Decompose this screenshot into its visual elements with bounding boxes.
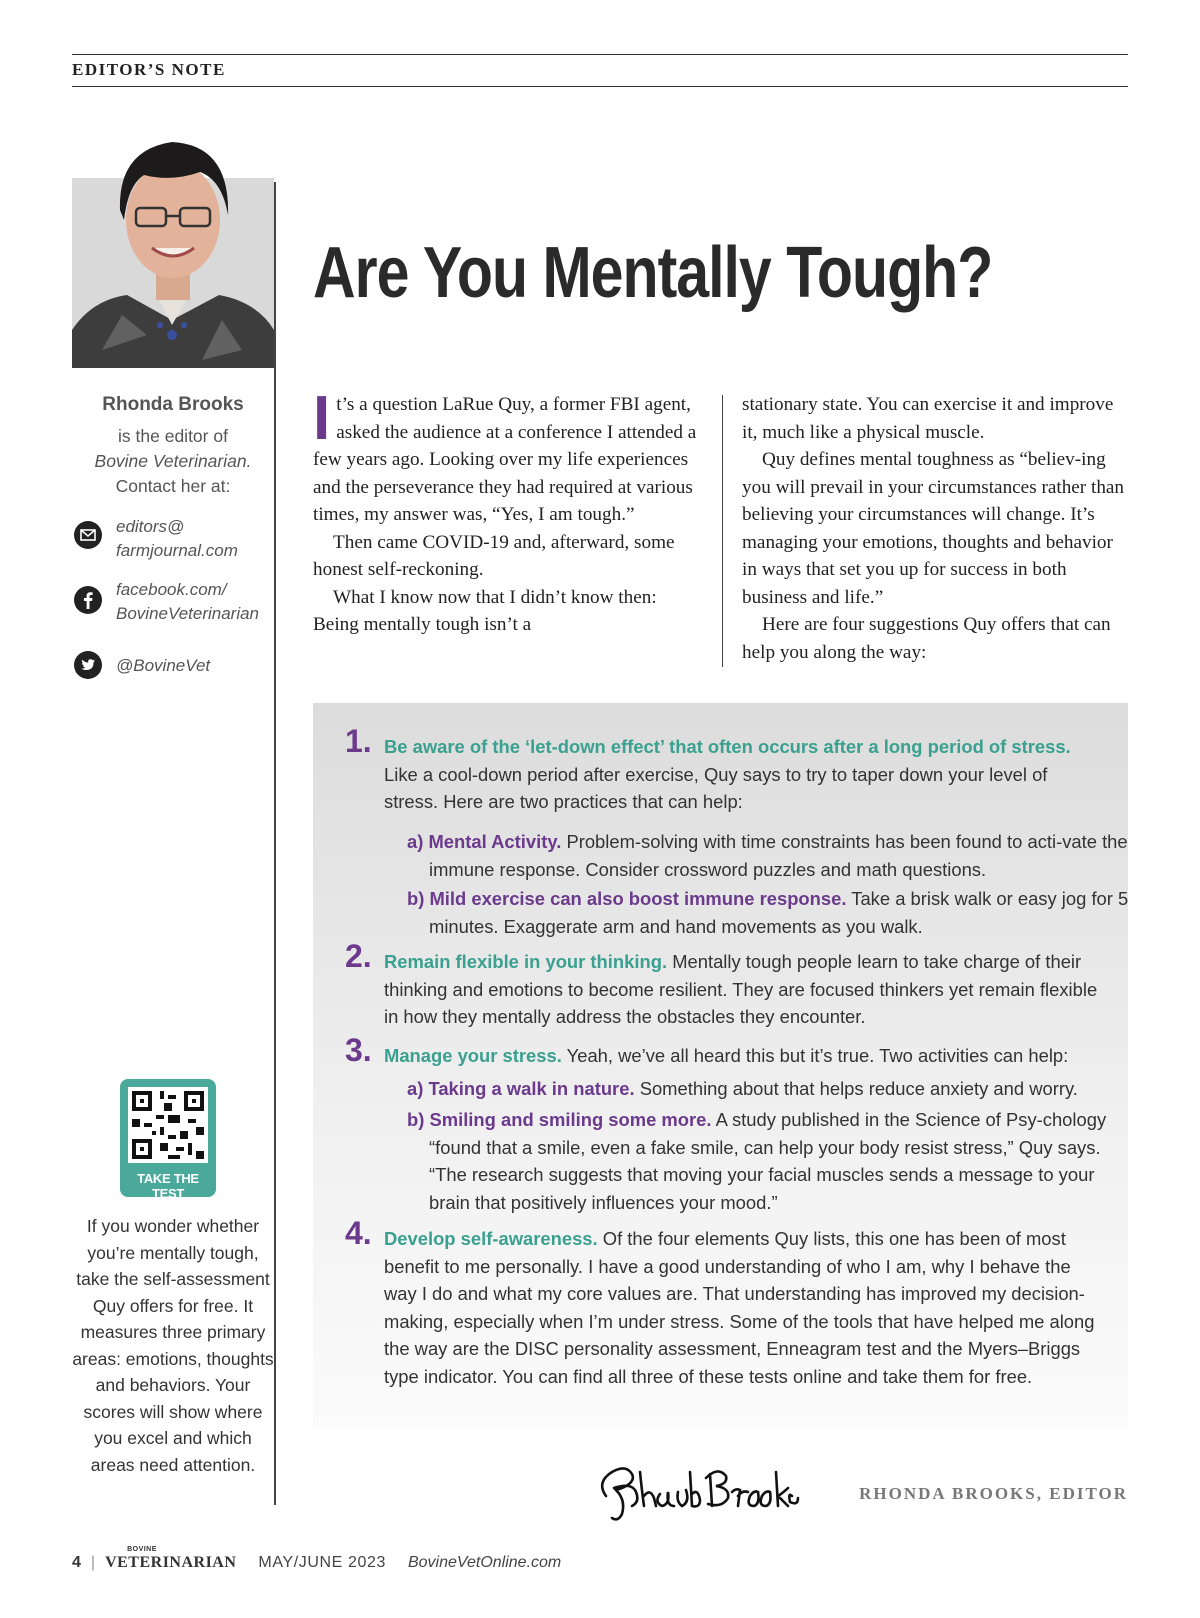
tip-subitem	[407, 1075, 1129, 1103]
subitem-label: a) Mental Activity.	[407, 831, 562, 852]
tips-box	[313, 703, 1128, 1428]
logo-wordmark: VETERINARIAN	[105, 1554, 237, 1571]
qr-caption: If you wonder whether you’re mentally tough, take the self-assessment Quy offers for free. It measures three primary areas: emotions, thoughts and behaviors. Your scores will show where you excel and which areas need attention.	[72, 1216, 274, 1475]
footer-separator: |	[90, 1554, 96, 1571]
tip-heading: Remain flexible in your thinking.	[384, 951, 668, 972]
subitem-text: Problem-solving with time constraints has been found to acti-vate the immune response. Consider crossword puzzles and math questions.	[429, 831, 1128, 880]
tip-subitem	[407, 885, 1129, 940]
article-column-2	[742, 391, 1128, 666]
subitem-label: b) Mild exercise can also boost immune response.	[407, 888, 847, 909]
header-rule-top	[72, 54, 1128, 55]
paragraph: What I know now that I didn’t know then: Being mentally tough isn’t a	[313, 586, 657, 635]
tip-body	[384, 1225, 1104, 1390]
qr-code	[128, 1087, 208, 1163]
editor-name-title: RHONDA BROOKS, EDITOR	[859, 1484, 1128, 1503]
contact-email-line1: editors@	[116, 517, 185, 536]
subitem-text: Take a brisk walk or easy jog for 5 minutes. Exaggerate arm and hand movements as you walk.	[429, 888, 1129, 937]
paragraph: stationary state. You can exercise it and improve it, much like a physical muscle.	[742, 394, 1114, 443]
subitem-label: a) Taking a walk in nature.	[407, 1078, 635, 1099]
author-bio	[72, 424, 274, 499]
email-icon	[74, 521, 102, 549]
paragraph: t’s a question LaRue Quy, a former FBI agent, asked the audience at a conference I attended a few years ago. Looking over my life experiences and the perseverance they had required at various times, my answer was, “Yes, I am tough.”	[313, 394, 697, 525]
article-headline: Are You Mentally Tough?	[313, 233, 993, 313]
paragraph: Quy defines mental toughness as “believ-ing you will prevail in your circumstances rather than believing your circumstances will change. It’s managing your emotions, thoughts and behavior in ways that set you up for success in both business and life.”	[742, 449, 1125, 608]
tip-body	[384, 948, 1104, 1031]
paragraph: Here are four suggestions Quy offers that can help you along the way:	[742, 614, 1111, 663]
qr-code-badge[interactable]	[120, 1079, 216, 1201]
contact-facebook[interactable]	[72, 578, 274, 628]
contact-email[interactable]	[72, 515, 274, 565]
section-label: EDITOR’S NOTE	[72, 60, 226, 79]
issue-date: MAY/JUNE 2023	[258, 1554, 386, 1571]
tip-subitem	[407, 828, 1129, 883]
qr-label: TAKE THE TEST	[137, 1171, 199, 1201]
bio-line: is the editor of	[118, 426, 228, 446]
facebook-icon	[74, 586, 102, 614]
tip-heading: Develop self-awareness.	[384, 1228, 598, 1249]
page-footer	[72, 1546, 562, 1572]
tip-text: Yeah, we’ve all heard this but it’s true. Two activities can help:	[566, 1045, 1069, 1066]
column-divider	[722, 395, 723, 667]
tip-number: 4.	[345, 1215, 372, 1251]
header-rule-bottom	[72, 86, 1128, 87]
tip-body	[384, 1042, 1104, 1070]
tip-number: 1.	[345, 723, 372, 759]
page-number: 4	[72, 1554, 81, 1571]
website-link[interactable]: BovineVetOnline.com	[407, 1554, 562, 1571]
subitem-label: b) Smiling and smiling some more.	[407, 1109, 712, 1130]
twitter-icon	[74, 651, 102, 679]
tip-heading: Be aware of the ‘let-down effect’ that often occurs after a long period of stress.	[384, 736, 1071, 757]
article-column-1	[313, 384, 705, 639]
tip-text: Of the four elements Quy lists, this one has been of most benefit to me personally. I have a good understanding of who I am, why I behave the way I do and what my core values are. That understanding has improved my decision-making, especially when I’m under stress. Some of the tools that have helped me along the way are the DISC personality assessment, Enneagram test and the Myers–Briggs type indicator. You can find all three of these tests online and take them for free.	[384, 1228, 1095, 1387]
tip-text: Like a cool-down period after exercise, Quy says to try to taper down your level of stress. Here are two practices that can help:	[384, 763, 1048, 812]
contact-facebook-line2: BovineVeterinarian	[116, 604, 260, 623]
bio-publication: Bovine Veterinarian.	[94, 451, 252, 471]
subitem-text: Something about that helps reduce anxiety and worry.	[639, 1078, 1078, 1099]
author-name: Rhonda Brooks	[102, 394, 244, 415]
contact-twitter[interactable]	[72, 654, 274, 684]
tip-text: Mentally tough people learn to take charge of their thinking and emotions to become resilient. They are focused thinkers yet remain flexible in how they mentally address the obstacles they encounter.	[384, 951, 1098, 1027]
contact-email-line2: farmjournal.com	[116, 541, 238, 560]
subitem-text: A study published in the Science of Psy-chology “found that a smile, even a fake smile, can help your body resist stress,” Quy says. “The research suggests that moving your facial muscles sends a message to your brain that positively influences your mood.”	[429, 1109, 1107, 1213]
tip-subitem	[407, 1106, 1129, 1216]
editor-signature	[592, 1452, 802, 1524]
tip-number: 2.	[345, 938, 372, 974]
tip-body	[384, 733, 1104, 816]
contact-twitter-handle: @BovineVet	[116, 656, 211, 675]
publication-logo	[105, 1546, 237, 1572]
logo-kicker: BOVINE	[127, 1546, 157, 1553]
tip-number: 3.	[345, 1032, 372, 1068]
tip-heading: Manage your stress.	[384, 1045, 562, 1066]
drop-cap: I	[313, 384, 331, 453]
contact-facebook-line1: facebook.com/	[116, 580, 227, 599]
author-photo	[72, 120, 274, 368]
paragraph: Then came COVID-19 and, afterward, some honest self-reckoning.	[313, 531, 675, 580]
bio-line: Contact her at:	[115, 476, 231, 496]
